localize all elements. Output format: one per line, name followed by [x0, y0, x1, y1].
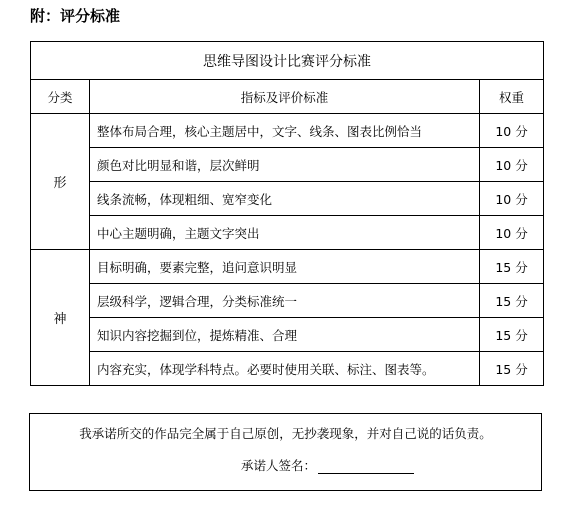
criteria-cell: 内容充实，体现学科特点。必要时使用关联、标注、图表等。 [90, 352, 480, 386]
signature-line[interactable] [318, 459, 414, 474]
table-title: 思维导图设计比赛评分标准 [31, 42, 544, 80]
table-row [31, 216, 544, 250]
criteria-cell: 中心主题明确，主题文字突出 [90, 216, 480, 250]
weight-cell: 10 分 [480, 216, 544, 250]
criteria-cell: 层级科学，逻辑合理，分类标准统一 [90, 284, 480, 318]
table-row [31, 318, 544, 352]
table-row [31, 250, 544, 284]
scoring-criteria-table [30, 41, 544, 386]
header-category: 分类 [31, 80, 90, 114]
signature-label: 承诺人签名： [241, 458, 317, 473]
criteria-cell: 颜色对比明显和谐，层次鲜明 [90, 148, 480, 182]
weight-cell: 15 分 [480, 352, 544, 386]
header-weight: 权重 [480, 80, 544, 114]
category-cell: 神 [31, 250, 90, 386]
table-row [31, 148, 544, 182]
weight-cell: 15 分 [480, 284, 544, 318]
category-cell: 形 [31, 114, 90, 250]
weight-cell: 15 分 [480, 318, 544, 352]
page-heading: 附：评分标准 [30, 7, 121, 25]
weight-cell: 10 分 [480, 114, 544, 148]
table-row [31, 284, 544, 318]
criteria-cell: 整体布局合理，核心主题居中，文字、线条、图表比例恰当 [90, 114, 480, 148]
pledge-box [29, 413, 542, 491]
weight-cell: 15 分 [480, 250, 544, 284]
table-row [31, 182, 544, 216]
header-criteria: 指标及评价标准 [90, 80, 480, 114]
criteria-cell: 目标明确，要素完整，追问意识明显 [90, 250, 480, 284]
table-row [31, 352, 544, 386]
weight-cell: 10 分 [480, 148, 544, 182]
weight-cell: 10 分 [480, 182, 544, 216]
criteria-cell: 知识内容挖掘到位，提炼精准、合理 [90, 318, 480, 352]
table-row [31, 114, 544, 148]
criteria-cell: 线条流畅，体现粗细、宽窄变化 [90, 182, 480, 216]
signature-row [241, 456, 414, 474]
pledge-statement: 我承诺所交的作品完全属于自己原创，无抄袭现象，并对自己说的话负责。 [79, 426, 492, 441]
